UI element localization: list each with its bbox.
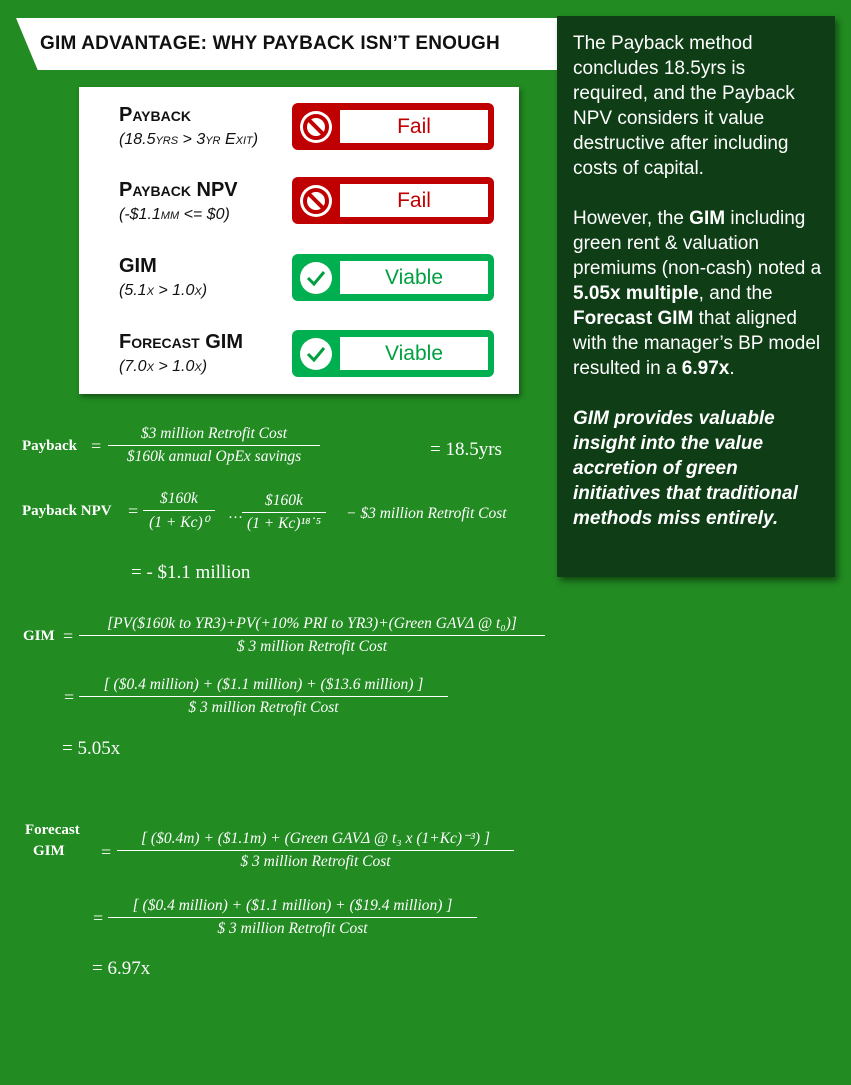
denominator: $ 3 million Retrofit Cost <box>240 853 391 870</box>
status-label: Fail <box>340 110 488 143</box>
formula-payback-label: Payback <box>22 438 78 454</box>
status-badge-viable <box>292 254 494 301</box>
page-title: GIM ADVANTAGE: WHY PAYBACK ISN’T ENOUGH <box>40 33 500 54</box>
checkmark-icon <box>298 336 334 372</box>
denominator: (1 + Kc)¹⁸˙⁵ <box>246 515 322 532</box>
prohibited-icon <box>298 183 334 219</box>
formula-gim-fraction <box>79 615 545 656</box>
metric-gim <box>119 255 207 300</box>
denominator: $160k annual OpEx savings <box>126 448 302 465</box>
formula-gim-fraction-values <box>79 676 448 717</box>
status-badge-fail <box>292 103 494 150</box>
metric-detail: (5.1x > 1.0x) <box>119 282 208 299</box>
equals-sign: = <box>93 908 104 928</box>
formula-payback-npv-result: = - $1.1 million <box>131 562 251 583</box>
numerator: [ ($0.4m) + ($1.1m) + (Green GAVΔ @ t₃ x (1+Kc)⁻³) ] <box>117 829 514 851</box>
metric-detail: (7.0x > 1.0x) <box>119 358 208 375</box>
explanation-panel <box>557 16 835 577</box>
denominator: $ 3 million Retrofit Cost <box>236 638 388 655</box>
numerator: [ ($0.4 million) + ($1.1 million) + ($13.6 million) ] <box>79 676 448 697</box>
checkmark-icon <box>298 260 334 296</box>
formula-npv-fraction-1 <box>143 490 215 532</box>
numerator: $3 million Retrofit Cost <box>108 425 320 446</box>
formula-forecast-gim-fraction-values <box>108 897 477 938</box>
formula-forecast-gim-label-2: GIM <box>33 843 65 859</box>
metric-name: Forecast GIM <box>119 331 243 353</box>
metric-name: Payback NPV <box>119 179 238 201</box>
status-label: Fail <box>340 184 488 217</box>
metric-payback <box>119 104 258 149</box>
metric-detail: (-$1.1mm <= $0) <box>119 206 230 223</box>
formula-payback-npv-label: Payback NPV <box>22 503 112 519</box>
denominator: $ 3 million Retrofit Cost <box>188 699 339 716</box>
status-label: Viable <box>340 337 488 370</box>
numerator: [ ($0.4 million) + ($1.1 million) + ($19.4 million) ] <box>108 897 477 918</box>
equals-sign: = <box>63 626 74 646</box>
numerator: [PV($160k to YR3)+PV(+10% PRI to YR3)+(Green GAVΔ @ t₀)] <box>79 615 545 636</box>
formula-gim-label: GIM <box>23 628 55 644</box>
formula-npv-tail: − $3 million Retrofit Cost <box>346 505 507 522</box>
denominator: (1 + Kc)⁰ <box>149 514 209 531</box>
status-badge-fail <box>292 177 494 224</box>
numerator: $160k <box>143 490 215 511</box>
metric-detail: (18.5yrs > 3yr Exit) <box>119 131 259 148</box>
equals-sign: = <box>128 501 139 521</box>
prohibited-icon <box>298 109 334 145</box>
formula-payback-result: = 18.5yrs <box>430 439 502 460</box>
equals-sign: = <box>64 687 75 707</box>
status-summary-card <box>79 87 519 394</box>
ellipsis: … <box>228 506 243 522</box>
formula-forecast-gim-fraction <box>117 829 514 871</box>
metric-forecast-gim <box>119 331 243 376</box>
formula-gim-result: = 5.05x <box>62 738 121 759</box>
status-label: Viable <box>340 261 488 294</box>
formula-forecast-gim-result: = 6.97x <box>92 958 151 979</box>
formula-payback-fraction <box>108 425 320 466</box>
equals-sign: = <box>91 436 102 456</box>
equals-sign: = <box>101 842 112 862</box>
numerator: $160k <box>242 492 326 513</box>
explanation-paragraph-2: However, the GIM including green rent & valuation premiums (non-cash) noted a 5.05x multiple, and the Forecast GIM that aligned with the manager’s BP model resulted in a 6.97x. <box>573 208 822 379</box>
explanation-paragraph-1: The Payback method concludes 18.5yrs is required, and the Payback NPV considers it value destructive after including costs of capital. <box>573 33 795 179</box>
formula-npv-fraction-2 <box>242 492 326 533</box>
explanation-conclusion: GIM provides valuable insight into the value accretion of green initiatives that traditional methods miss entirely. <box>573 408 798 529</box>
status-badge-viable <box>292 330 494 377</box>
denominator: $ 3 million Retrofit Cost <box>217 920 368 937</box>
metric-name: Payback <box>119 104 191 126</box>
metric-payback-npv <box>119 179 238 224</box>
formula-forecast-gim-label-1: Forecast <box>25 822 80 838</box>
metric-name: GIM <box>119 255 157 277</box>
